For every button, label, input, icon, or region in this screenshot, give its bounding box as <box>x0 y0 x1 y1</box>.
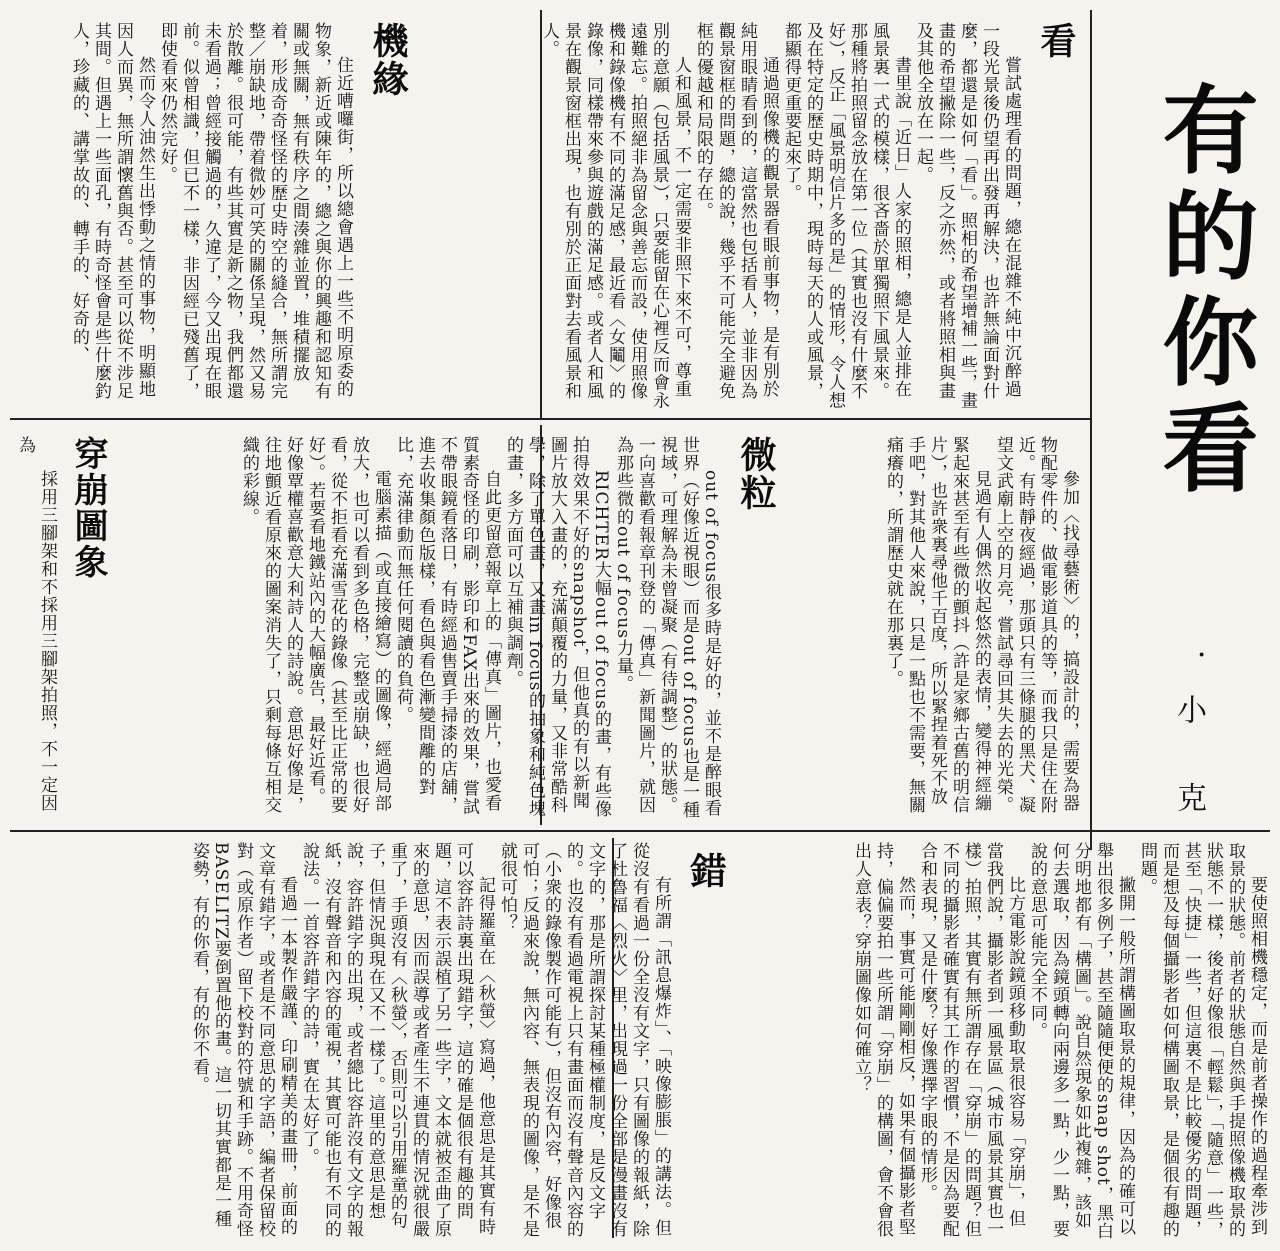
paragraph: 記得羅童在〈秋螢〉寫過，他意思是其實有時可以容許詩裏出現錯字，這的確是個很有趣的問題，這不表示誤植了另一些字，文本就被歪曲了原來的意思，因而誤導或者產生不連貫的情況就很嚴重了，手頭沒有〈秋螢〉，否則可以引用羅童的句子，但情況與現在又不一樣了。這里的意思是想說，容許錯字的出現，或者總比容許沒有文字的報紙，沒有聲音和內容的電視，其實可能也有不同的說法。一首容許錯字的詩，實在太好了。 <box>299 842 495 1238</box>
paragraph: 看過一本製作嚴謹、印刷精美的畫冊，前面的文章有錯字，或者是不同意思的字語，編者保留校對（或原作者）留下校對的符號和手跡。不用奇怪BASELITZ要倒置他的畫。這一切其實都是一種姿勢，有的你看，有的你不看。 <box>189 842 297 1238</box>
section-body-cuo <box>12 842 672 1240</box>
paragraph: 撇開一般所謂構圖取景的規律，因為的確可以舉出很多例子，甚至隨隨便便的snap shot，黑白分明地都有「構圖」。說自然現象如此複雜，該如何去選取，因為鏡頭轉向兩邊多一點，少一點，要說的意思可能完全不同。 <box>1027 842 1135 1240</box>
paragraph: 嘗試處理看的問題，總在混雜不純中沉醉過一段光景後仍望再出發再解決，也許無論面對什麼，都還是如何「看」。照相的希望增補一些，畫畫的希望撇除一些，反之亦然，或者將照相與畫及其他全放在一起。 <box>913 22 1021 410</box>
paragraph: 自此更留意報章上的「傳真」圖片，也愛看質素奇怪的印刷，影印和FAX出來的效果，嘗試不帶眼鏡看落日，有時經過售賣手掃漆的店舖，進去收集顏色版樣，看色與看色漸變間離的對比，充滿律動而無任何閱讀的負荷。 <box>393 436 501 816</box>
paragraph: RICHTER大幅out of focus的畫，有些像拍得效果不好的snapshot，但他真的有以新聞圖片放大入畫的，充滿顛覆的力量，又非常酷科學，除了單色畫，又畫in focus的抽象和純色塊的畫，多方面可以互補與調劑。 <box>503 436 611 818</box>
article-title: 有的你看 <box>1147 80 1259 504</box>
vertical-rule-title <box>1090 10 1092 850</box>
paragraph: 電腦素描（或直接繪寫）的圖像，經過局部放大，也可以看到多色格，完整或崩缺，也很好看，從不拒看充滿雪花的錄像（甚至比正常的要好）。若要看地鐵站內的大幅廣告，最好近看。好像覃權喜歡意大利詩人的詩說。意思好像是，往地顫近看原來的圖案消失了，只剩每條互相交織的彩線。 <box>239 436 391 814</box>
section-body-continued <box>748 842 1268 1240</box>
section-body-chongbeng <box>12 436 58 822</box>
paragraph: 參加〈找尋藝術〉的，搞設計的，需要為器物配零件的、做電影道具的等，而我只是住在附近。有時靜夜經過，那頭只有三條腿的黑犬、凝望文武廟上空的月亮，嘗試尋回其失去的光榮。 <box>993 436 1079 814</box>
paragraph: 要使照相機穩定，而是前者操作的過程牽涉到取景的狀態。前者的狀態自然與手提照像機取景的狀態不一樣，後者好像很「輕鬆」，「隨意」一些，甚至「快捷」一些，但這裏不是比較優劣的問題，而是想及每個攝影者如何構圖取景，是個很有趣的問題。 <box>1137 842 1267 1239</box>
horizontal-rule-upper <box>10 418 1090 420</box>
section-heading-jiyuan: 機緣 <box>367 22 408 98</box>
paragraph: 採用三腳架和不採用三腳架拍照，不一定因為 <box>15 436 57 812</box>
section-heading-weili: 微粒 <box>735 436 776 512</box>
section-heading-cuo: 錯 <box>685 852 726 890</box>
paragraph: 住近嘈囉街，所以總會遇上一些不明原委的物象，新近或陳年的，總之與你的興趣和認知有關或無關，無有秩序之間湊雜並置，堆積擺放着，形成奇奇怪怪的歷史時空的縫合，無所謂完整／崩缺地，帶着微妙可笑的關係呈現，然又易於散離。很可能，有些其實是新之物，我們都還未看過；曾經接觸過的，久違了，今又出現在眼前。似曾相識，但已不一樣，非因經已殘舊了，即使看來仍然完好。 <box>157 22 353 400</box>
paragraph: out of focus很多時是好的，並不是醉眼看世界（好像近視眼）而是out of focus也是一種視域，可理解為未曾凝聚（有待調整）的狀態。一向喜歡看報章刊登的「傳真」新聞圖片，就因為那些微的out of focus力量。 <box>613 436 721 820</box>
paragraph: 然而，事實可能剛剛相反，如果有個攝影者堅持，偏偏要拍一些所謂「穿崩」的構圖，會不會很出人意表？穿崩圖像如何確立？ <box>851 842 915 1238</box>
section-heading-kan: 看 <box>1035 22 1076 60</box>
paragraph: 比方電影說鏡頭移動取景很容易「穿崩」，但當我們說，攝影者到一風景區（城市風景其實也一樣）拍照，其實有無所謂存在「穿崩」的問題？但不同的攝影者確實有其工作的習慣，不是因為要配合和表現，又是什麼？好像選擇字眼的情形。 <box>917 842 1025 1238</box>
paragraph: 然而令人油然生出悸動之情的事物，明顯地因人而異，無所謂懷舊與否。甚至可以從不涉足其間。但遇上一些面孔，有時奇怪會是些什麼釣人，珍藏的、講掌故的、轉手的、好奇的、 <box>69 22 155 400</box>
paragraph: 見過有人偶然收起悠然的表情，變得神經繃緊起來甚至有些微的顫抖（許是家鄉古舊的明信片），也許衆裏尋他千百度，所以緊捏着死不放手吧，對其他人來說，只是一點也不需要，無關痛癢的，所謂歷史就在那裏了。 <box>883 436 991 814</box>
horizontal-rule-lower <box>10 830 1270 832</box>
paragraph: 有所謂「訊息爆炸」、「映像膨脹」的講法。但從沒有看過一份全沒有文字，只有圖像的報紙，除了杜魯福〈烈火〉里，出現過一份全部是漫畫沒有文字的，那是所謂探討某種極權制度，是反文字的。也沒有看過電視上只有畫面而沒有聲音內容的（小衆的錄像製作可能有），但沒有內容，好像很可怕；反過來說，無內容、無表現的圖像，是不是就很可怕？ <box>497 842 671 1238</box>
article-byline: ．小 克 <box>1171 650 1206 826</box>
section-body-chongbeng-main <box>140 436 722 822</box>
section-body-kan <box>539 22 1022 412</box>
section-body-weili <box>790 436 1080 822</box>
section-heading-chongbeng: 穿崩圖象 <box>68 436 108 580</box>
paragraph: 書里說「近日」人家的照相，總是人並排在風景裏一式的模樣，很吝嗇於單獨照下風景來。那種將拍照留念放在第一位（其實也沒有什麼不好），反正「風景明信片多的是」的情形，令人想及在特定的歷史時期中，現時每天的人或風景，都顯得更重要起來了。 <box>781 22 911 410</box>
paragraph: 通過照像機的觀景器看眼前事物，是有別於純用眼睛看到的，這當然也包括看人，並非因為觀景窗框的問題，總的說，幾乎不可能完全避免框的優越和局限的存在。 <box>693 22 779 400</box>
section-body-jiyuan <box>12 22 354 412</box>
paragraph: 人和風景，不一定需要非照下來不可，尊重別的意願（包括風景），只要能留在心裡反而會永遠難忘。拍照絕非為留念與善忘而設，使用照像機和錄像機有不同的滿足感，最近看〈女鬮〉的錄像，同樣帶來參與遊戲的滿足感。或者人和風景在觀景窗框出現，也有別於正面對去看風景和人。 <box>539 22 691 410</box>
